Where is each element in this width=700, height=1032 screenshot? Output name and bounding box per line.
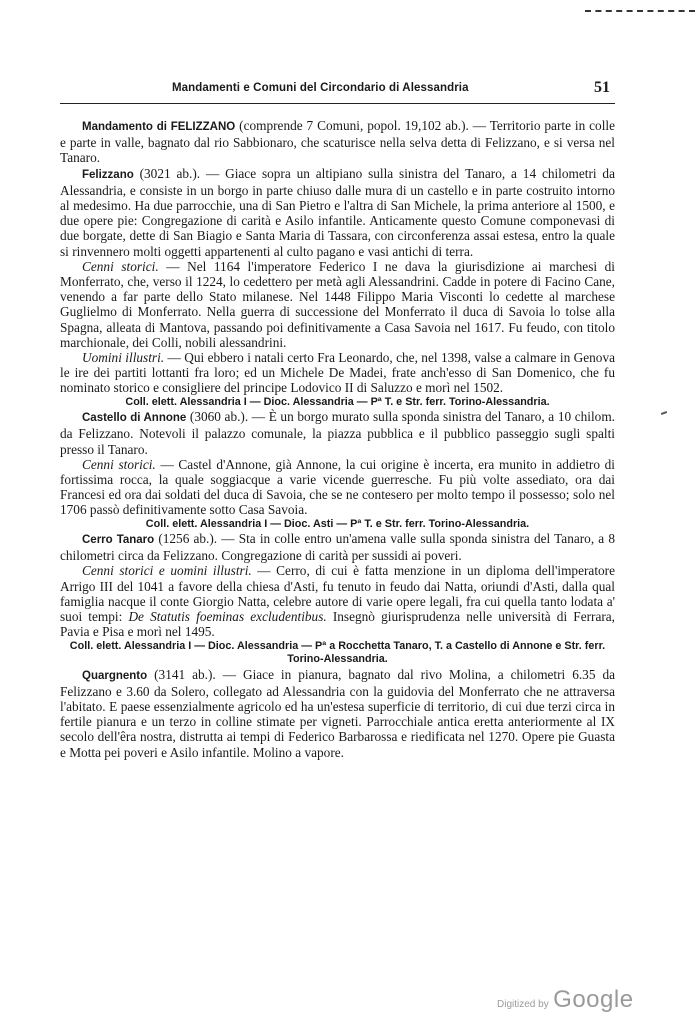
collegium-line: Coll. elett. Alessandria I — Dioc. Alessandria — Pª T. e Str. ferr. Torino-Alessandria.	[125, 395, 550, 408]
running-head: Mandamenti e Comuni del Circondario di Alessandria	[172, 82, 469, 94]
paragraph-text: (3060 ab.). — È un borgo murato sulla sponda sinistra del Tanaro, a 10 chilom. da Felizzano. Notevoli il palazzo comunale, la piazza pubblica e il pubblico passeggio sugli spalti presso il Tanaro.	[60, 409, 615, 457]
digitized-watermark	[497, 986, 634, 1014]
paragraph-felizzano-people	[60, 350, 615, 396]
page-number: 51	[594, 79, 610, 96]
paragraph-text: — Qui ebbero i natali certo Fra Leonardo, che, nel 1398, valse a calmare in Genova le ire dei partiti lottanti fra loro; ed un Michele De Madei, frate anch'esso di San Domenico, che fu nominato storico e consigliere del principe Lodovico II di Saluzzo e morì nel 1502.	[60, 350, 615, 396]
paragraph-mandamento	[60, 118, 615, 166]
top-dashed-rule	[585, 10, 695, 12]
lead-term: Cerro Tanaro	[82, 534, 155, 547]
italic-lead: Uomini illustri.	[82, 350, 165, 366]
paragraph-text: — Cerro, di cui è fatta menzione in un diploma dell'imperatore Arrigo III del 1041 a favore della chiesa d'Asti, fu tenuto in feudo dai Natta, oriundi d'Asti, dalla qual famiglia nacque il conte Giorgio Natta, celebre autore di varie opere legali, fra cui quella tanto lodata a' suoi tempi:	[60, 563, 615, 625]
lead-term: Castello di Annone	[82, 412, 187, 425]
paragraph-text: (3141 ab.). — Giace in pianura, bagnato dal rivo Molina, a chilometri 6.35 da Felizzano e 3.60 da Solero, collegato ad Alessandria con la guidovia del Monferrato che ne attraversa l'abitato. E paese essenzialmente agricolo ed ha un'estesa superficie di territorio, di cui due terzi circa in fertile pianura e un terzo in colline stimate per vigneti. Parrocchiale antica eretta anteriormente al IX secolo dell'êra nostra, distrutta ai tempi di Federico Barbarossa e riedificata nel 1270. Opere pie Guasta e Motta pei poveri e Asilo infantile. Molino a vapore.	[60, 666, 615, 760]
collegium-line: Coll. elett. Alessandria I — Dioc. Asti — Pª T. e Str. ferr. Torino-Alessandria.	[145, 517, 530, 530]
body-text	[60, 118, 615, 760]
paragraph-castello-annone	[60, 409, 615, 457]
lead-term: Quargnento	[82, 669, 148, 682]
paragraph-cerro-history	[60, 563, 615, 639]
page-header	[60, 79, 612, 102]
lead-term: Felizzano	[82, 168, 134, 181]
collegium-line: Coll. elett. Alessandria I — Dioc. Alessandria — Pª a Rocchetta Tanaro, T. a Castello di Annone e Str. ferr. Torino-Alessandria.	[69, 639, 606, 665]
paragraph-text: — Nel 1164 l'imperatore Federico I ne dava la giurisdizione ai marchesi di Monferrato, che, verso il 1224, lo cedettero per metà agli Alessandrini. Cadde in potere di Facino Cane, venendo a far parte dello Stato milanese. Nel 1448 Filippo Maria Visconti lo cedette al marchese Guglielmo di Monferrato. Nella guerra di successione del Monferrato il duca di Savoia lo tolse alla Spagna, alleata di Mantova, passando poi definitivamente a Casa Savoia nel 1617. Fu feudo, con titolo marchionale, dei Colli, nobili alessandrini.	[60, 258, 615, 350]
paragraph-annone-history	[60, 457, 615, 518]
watermark-small: Digitized by	[497, 999, 549, 1010]
paragraph-cerro-tanaro	[60, 531, 615, 563]
lead-term: Mandamento di FELIZZANO	[82, 121, 236, 133]
paragraph-text: (3021 ab.). — Giace sopra un altipiano sulla sinistra del Tanaro, a 14 chilometri da Alessandria, e consiste in un borgo in parte chiuso dalle mura di un castello e in parte costruito intorno al medesimo. Ha due parrocchie, una di San Pietro e l'altra di San Michele, la prima anteriore al 1500, e due opere pie: Congregazione di carità e Asilo infantile. Anticamente questo Comune componevasi di due borgate, dette di San Biagio e Santa Maria di Tassara, con circonferenza assai estesa, entro la quale si rinvennero molti oggetti appartenenti al culto pagano e vasi antichi di terra.	[60, 165, 615, 259]
paragraph-felizzano	[60, 166, 615, 259]
paragraph-felizzano-history	[60, 259, 615, 350]
watermark-logo: Google	[553, 986, 634, 1013]
header-rule	[60, 103, 615, 104]
book-title: De Statutis foeminas excludentibus.	[128, 609, 327, 625]
paragraph-text: Insegnò giurisprudenza nelle università di Ferrara, Pavia e Pisa e morì nel 1495.	[60, 609, 616, 640]
margin-mark	[661, 411, 667, 415]
paragraph-text: (1256 ab.). — Sta in colle entro un'amena valle sulla sponda sinistra del Tanaro, a 8 chilometri circa da Felizzano. Congregazione di carità per sussidi ai poveri.	[60, 531, 616, 564]
paragraph-text: (comprende 7 Comuni, popol. 19,102 ab.). — Territorio parte in colle e parte in valle, bagnato dal rio Sabbionaro, che scaturisce nella selva detta di Felizzano, e si versa nel Tanaro.	[60, 118, 615, 166]
paragraph-quargnento	[60, 667, 615, 760]
italic-lead: Cenni storici e uomini illustri.	[82, 563, 252, 579]
paragraph-text: — Castel d'Annone, già Annone, la cui origine è incerta, era munito in addietro di fortissima rocca, la quale soggiacque a varie vicende guerresche. Fu più volte assediato, ora dai Francesi ed ora dai soldati del duca di Savoia, che se ne contesero per molto tempo il possesso; solo nel 1706 passò definitivamente sotto Casa Savoia.	[60, 456, 615, 518]
italic-lead: Cenni storici.	[82, 456, 156, 472]
italic-lead: Cenni storici.	[82, 258, 159, 274]
